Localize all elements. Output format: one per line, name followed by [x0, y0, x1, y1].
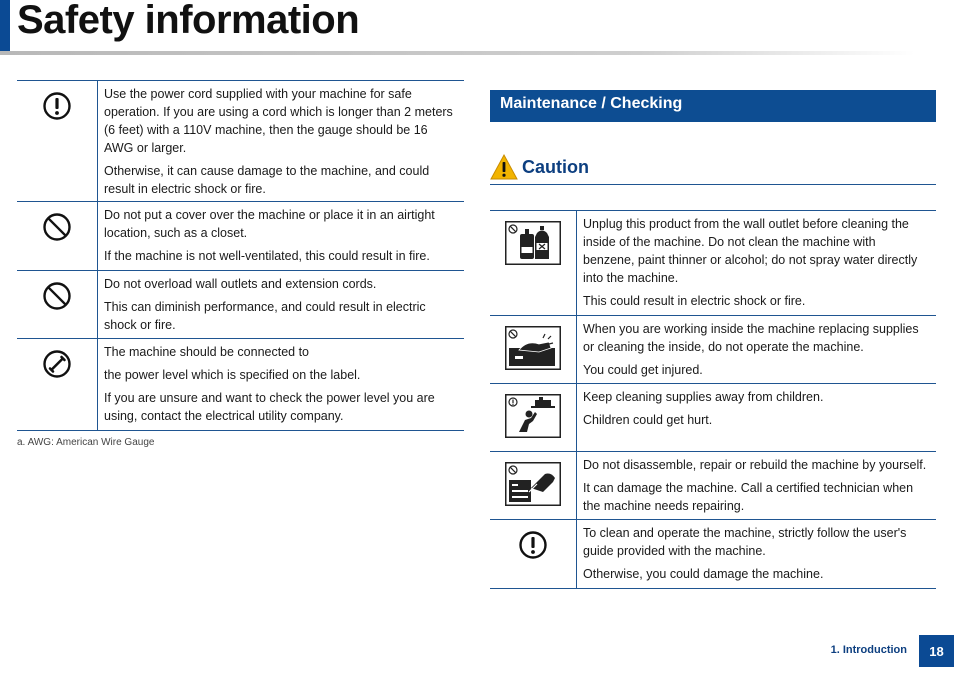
icon-cell [17, 81, 98, 201]
text-cell [577, 520, 936, 588]
instruction-text: Do not disassemble, repair or rebuild the machine by yourself. [583, 458, 927, 472]
section-title: Maintenance / Checking [500, 95, 683, 112]
icon-cell [17, 271, 98, 338]
cleaning-chemicals-icon [505, 221, 561, 265]
consequence-text: If the machine is not well-ventilated, this could result in fire. [104, 249, 430, 263]
text-cell [577, 384, 936, 451]
left-safety-table [17, 80, 464, 431]
consequence-text: This could result in electric shock or fire. [583, 294, 806, 308]
text-cell [98, 81, 464, 201]
caution-heading [490, 153, 936, 185]
table-row [17, 271, 464, 339]
consequence-text: Otherwise, you could damage the machine. [583, 567, 824, 581]
instruction-text: The machine should be connected to [104, 345, 309, 359]
table-row [490, 520, 936, 588]
table-row [17, 202, 464, 271]
instruction-text: Keep cleaning supplies away from children. [583, 390, 824, 404]
instruction-text: Do not put a cover over the machine or place it in an airtight location, such as a closet. [104, 208, 435, 240]
table-row [17, 81, 464, 202]
header-accent-bar [0, 0, 10, 52]
child-supplies-icon [505, 394, 561, 438]
title-divider [0, 51, 915, 55]
instruction-text: When you are working inside the machine replacing supplies or cleaning the inside, do not operate the machine. [583, 322, 919, 354]
consequence-text: It can damage the machine. Call a certified technician when the machine needs repairing. [583, 481, 914, 513]
text-cell [98, 339, 464, 430]
instruction-text: If you are unsure and want to check the power level you are using, contact the electrical utility company. [104, 391, 435, 423]
icon-cell [490, 384, 577, 451]
footnote: a. AWG: American Wire Gauge [17, 437, 155, 448]
warning-triangle-icon [490, 153, 518, 181]
section-heading-bar [490, 90, 936, 122]
consequence-text: Otherwise, it can cause damage to the machine, and could result in electric shock or fire. [104, 164, 430, 196]
instruction-text: Do not overload wall outlets and extension cords. [104, 277, 377, 291]
right-safety-table [490, 210, 936, 589]
table-row [490, 211, 936, 316]
icon-cell [490, 520, 577, 588]
page-title: Safety information [17, 0, 360, 42]
table-row [490, 384, 936, 452]
exclamation-circle-icon [42, 91, 72, 121]
consequence-text: Children could get hurt. [583, 413, 713, 427]
instruction-text: the power level which is specified on the label. [104, 368, 361, 382]
prohibited-icon [42, 281, 72, 311]
icon-cell [17, 339, 98, 430]
text-cell [577, 316, 936, 383]
hand-inside-machine-icon [505, 326, 561, 370]
text-cell [98, 202, 464, 270]
icon-cell [490, 452, 577, 519]
footer-chapter-link[interactable]: 1. Introduction [830, 644, 907, 656]
icon-cell [17, 202, 98, 270]
exclamation-circle-icon [518, 530, 548, 560]
table-row [17, 339, 464, 430]
consequence-text: This can diminish performance, and could result in electric shock or fire. [104, 300, 426, 332]
instruction-text: To clean and operate the machine, strictly follow the user's guide provided with the machine. [583, 526, 907, 558]
phone-circle-icon [42, 349, 72, 379]
disassemble-tool-icon [505, 462, 561, 506]
instruction-text: Unplug this product from the wall outlet before cleaning the inside of the machine. Do not clean the machine with benzene, paint thinner or alcohol; do not spray water directly into the machine. [583, 217, 918, 285]
icon-cell [490, 211, 577, 315]
consequence-text: You could get injured. [583, 363, 703, 377]
prohibited-icon [42, 212, 72, 242]
text-cell [577, 211, 936, 315]
table-row [490, 316, 936, 384]
instruction-text: Use the power cord supplied with your machine for safe operation. If you are using a cord which is longer than 2 meters (6 feet) with a 110V machine, then the gauge should be 16 AWG or larger. [104, 87, 453, 155]
page-number-badge: 18 [919, 635, 954, 667]
text-cell [577, 452, 936, 519]
table-row [490, 452, 936, 520]
icon-cell [490, 316, 577, 383]
caution-label: Caution [522, 157, 589, 177]
text-cell [98, 271, 464, 338]
